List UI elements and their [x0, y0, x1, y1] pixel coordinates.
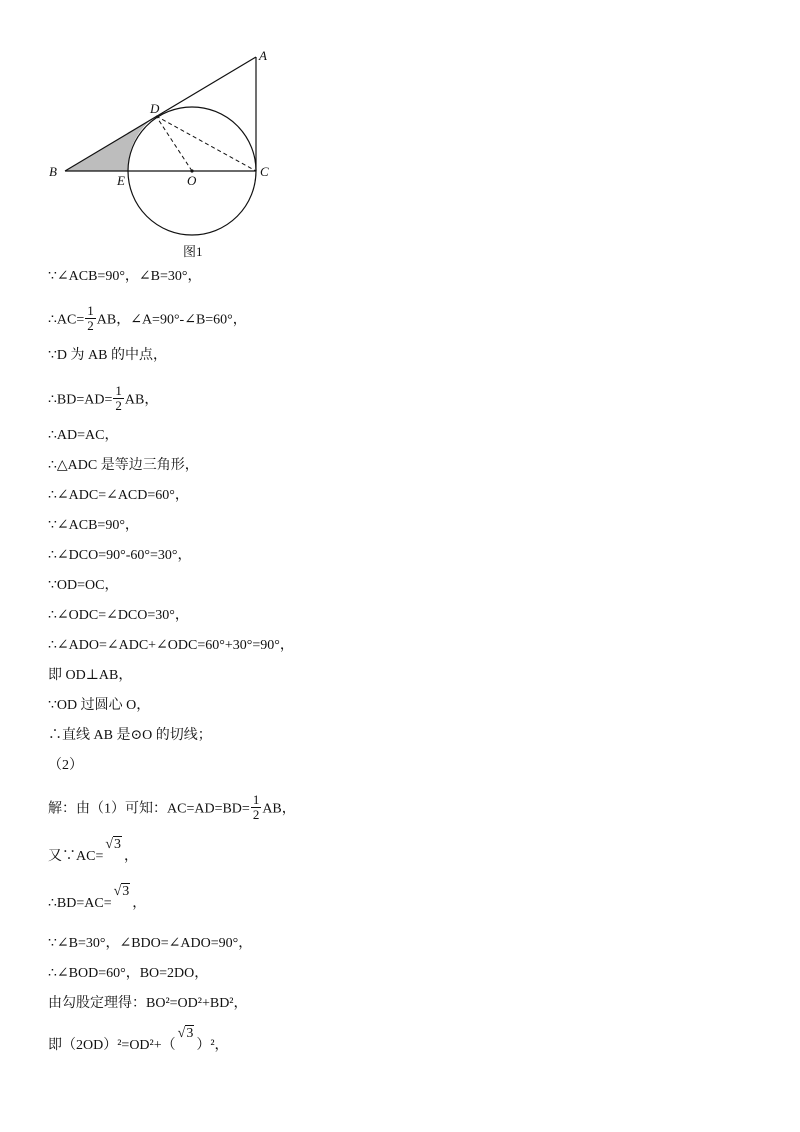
dashed-dc — [156, 116, 256, 171]
dashed-od — [156, 116, 192, 171]
solution-line: ∴∠BOD=60°，BO=2DO， — [48, 966, 209, 981]
label-d: D — [150, 101, 160, 116]
solution-line: ∵∠ACB=90°，∠B=30°， — [48, 269, 202, 284]
label-o: O — [187, 173, 197, 188]
solution-line: ∵∠ACB=90°， — [48, 518, 139, 533]
label-e: E — [117, 173, 125, 188]
solution-line: 又∵AC=√3， — [48, 837, 139, 864]
solution-line: 解：由（1）可知：AC=AD=BD= $\frac{1}{2}$ AB， — [48, 792, 296, 822]
solution-line: ∴∠ODC=∠DCO=30°， — [48, 608, 189, 623]
solution-line: ∴AC= $\frac{1}{2}$ AB，∠A=90°-∠B=60°， — [48, 303, 247, 333]
label-c: C — [260, 164, 269, 179]
fraction-half: $\frac{1}{2}$ — [115, 383, 122, 413]
solution-line: ∴∠DCO=90°-60°=30°， — [48, 548, 192, 563]
line-ba — [65, 57, 256, 171]
solution-line: ∵OD=OC， — [48, 578, 119, 593]
fraction-half: $\frac{1}{2}$ — [87, 303, 94, 333]
solution-line: ∴△ADC 是等边三角形， — [48, 458, 199, 473]
solution-line: ∴∠ADO=∠ADC+∠ODC=60°+30°=90°， — [48, 638, 294, 653]
figure-svg — [40, 40, 300, 240]
solution-line: ∵D 为 AB 的中点， — [48, 348, 167, 363]
solution-line: （2） — [48, 758, 83, 773]
geometry-figure — [40, 40, 300, 245]
fraction-half: $\frac{1}{2}$ — [252, 792, 260, 822]
label-b: B — [49, 164, 57, 179]
solution-line: ∵OD 过圆心 O， — [48, 698, 151, 713]
solution-line: ∴BD=AD= $\frac{1}{2}$ AB， — [48, 383, 159, 413]
solution-line: ∴直线 AB 是⊙O 的切线； — [48, 728, 212, 743]
solution-line: 由勾股定理得：BO²=OD²+BD²， — [48, 996, 248, 1011]
solution-line: ∵∠B=30°，∠BDO=∠ADO=90°， — [48, 936, 253, 951]
solution-line: ∴BD=AC=√3， — [48, 884, 147, 911]
sqrt-three: √3 — [105, 837, 122, 852]
label-a: A — [259, 48, 267, 63]
solution-line: ∴∠ADC=∠ACD=60°， — [48, 488, 189, 503]
sqrt-three: √3 — [113, 884, 130, 899]
sqrt-three: √3 — [177, 1026, 194, 1041]
solution-line: 即（2OD）²=OD²+（√3）²， — [48, 1026, 229, 1053]
solution-line: ∴AD=AC， — [48, 428, 119, 443]
figure-caption: 图1 — [183, 244, 203, 259]
solution-line: 即 OD⊥AB， — [48, 668, 133, 683]
